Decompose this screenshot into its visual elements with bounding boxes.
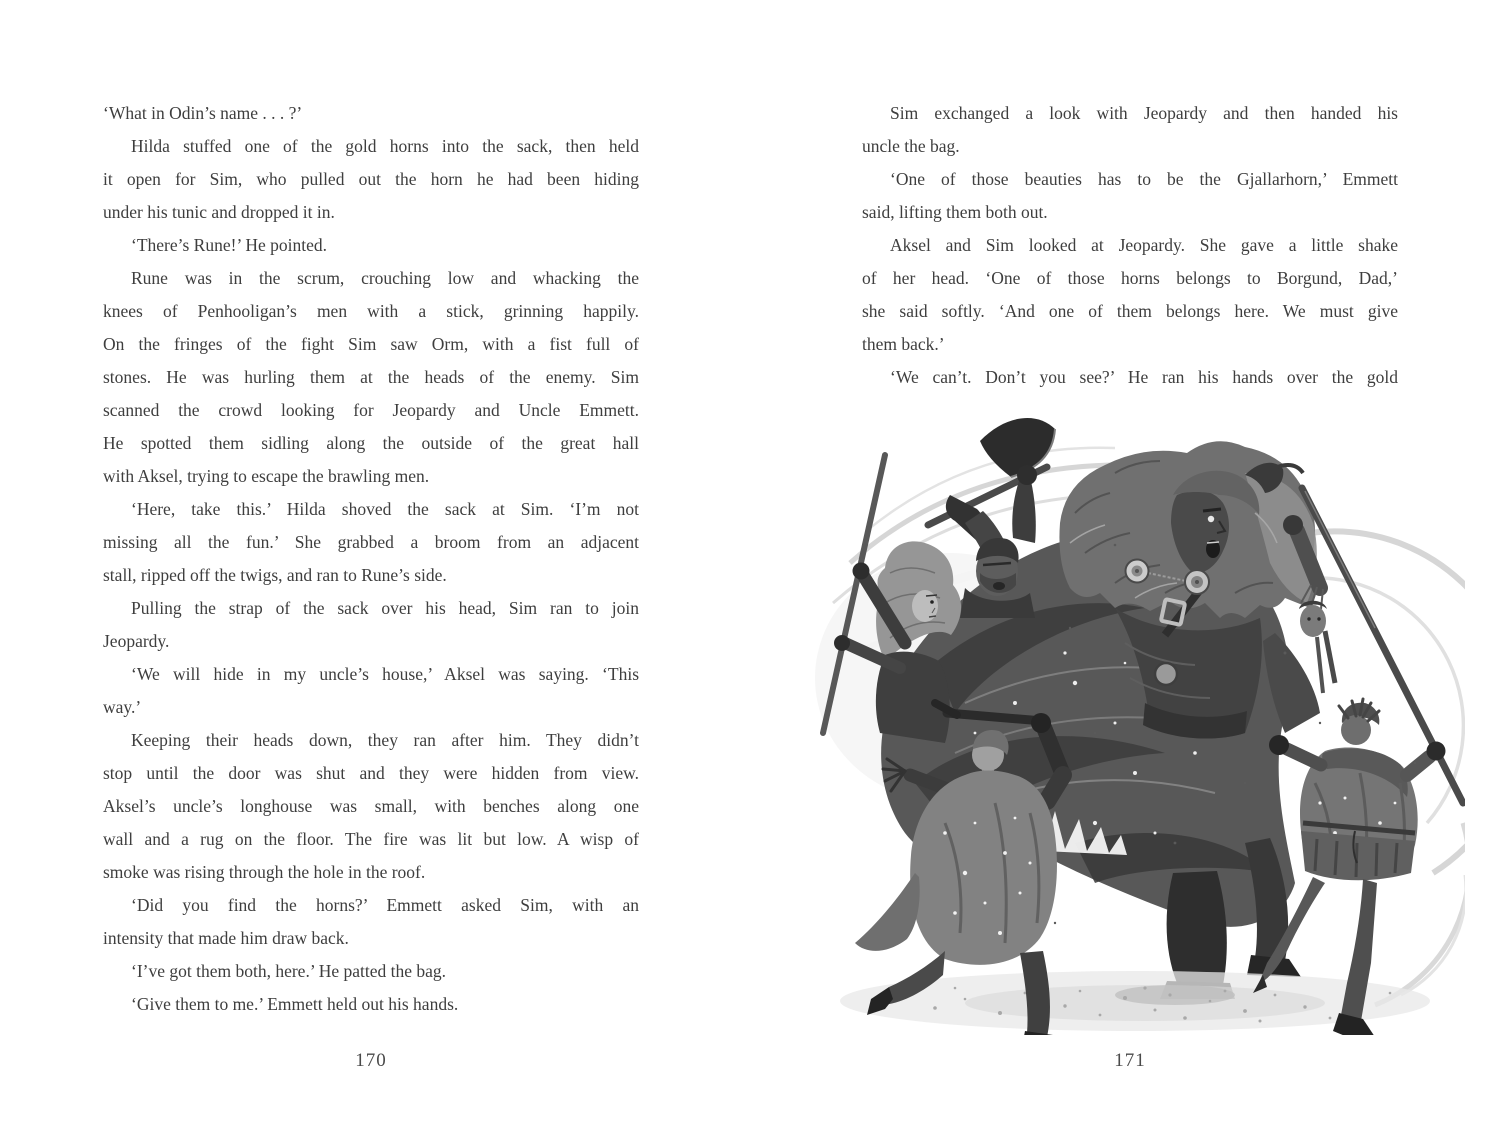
boy-cape: [910, 771, 1057, 965]
boy-fist: [1427, 742, 1446, 761]
text-line: scanned the crowd looking for Jeopardy and Uncle Emmett.: [103, 400, 639, 420]
text-line: stones. He was hurling them at the heads of the enemy. Sim: [103, 367, 639, 387]
text-line: ‘One of those beauties has to be the Gjallarhorn,’ Emmett: [890, 169, 1398, 189]
text-line: Aksel and Sim looked at Jeopardy. She gave a little shake: [890, 235, 1398, 255]
text-line: ‘What in Odin’s name . . . ?’: [103, 103, 303, 123]
text-line: stall, ripped off the twigs, and ran to Rune’s side.: [103, 565, 447, 585]
text-line: intensity that made him draw back.: [103, 928, 349, 948]
text-line: Pulling the strap of the sack over his head, Sim ran to join: [131, 598, 639, 618]
text-line: Jeopardy.: [103, 631, 170, 651]
paragraph: [103, 592, 639, 658]
right-page-number: 171: [1114, 1050, 1146, 1071]
text-line: said, lifting them both out.: [862, 202, 1048, 222]
right-page-text: [862, 97, 1398, 394]
paragraph: [103, 229, 639, 262]
paragraph: [103, 658, 639, 724]
paragraph: [103, 130, 639, 229]
text-line: Sim exchanged a look with Jeopardy and then handed his: [890, 103, 1398, 123]
text-line: ‘We can’t. Don’t you see?’ He ran his hands over the gold: [890, 367, 1398, 387]
text-line: ‘Here, take this.’ Hilda shoved the sack at Sim. ‘I’m not: [131, 499, 639, 519]
text-line: them back.’: [862, 334, 945, 354]
paragraph: [103, 493, 639, 592]
text-line: Rune was in the scrum, crouching low and whacking the: [131, 268, 639, 288]
battle-illustration-svg: [815, 403, 1465, 1035]
text-line: knees of Penhooligan’s men with a stick, grinning happily.: [103, 301, 639, 321]
paragraph: [103, 955, 639, 988]
paragraph: [862, 361, 1398, 394]
text-line: with Aksel, trying to escape the brawling men.: [103, 466, 430, 486]
text-line: ‘Did you find the horns?’ Emmett asked Sim, with an: [131, 895, 639, 915]
paragraph: [103, 262, 639, 493]
paragraph: [862, 97, 1398, 163]
paragraph: [862, 229, 1398, 361]
text-line: ‘Give them to me.’ Emmett held out his hands.: [131, 994, 459, 1014]
battle-illustration: [815, 403, 1465, 1035]
left-page-number: 170: [355, 1050, 387, 1071]
paragraph: [103, 97, 639, 130]
text-line: ‘I’ve got them both, here.’ He patted the bag.: [131, 961, 447, 981]
text-line: way.’: [103, 697, 142, 717]
text-line: under his tunic and dropped it in.: [103, 202, 335, 222]
text-line: He spotted them sidling along the outside of the great hall: [103, 433, 639, 453]
text-line: of her head. ‘One of those horns belongs to Borgund, Dad,’: [862, 268, 1398, 288]
paragraph: [103, 988, 639, 1021]
text-line: uncle the bag.: [862, 136, 960, 156]
paragraph: [103, 724, 639, 889]
text-line: Keeping their heads down, they ran after him. They didn’t: [131, 730, 639, 750]
left-page-text: [103, 97, 639, 1021]
text-line: she said softly. ‘And one of them belongs here. We must give: [862, 301, 1398, 321]
text-line: smoke was rising through the hole in the roof.: [103, 862, 426, 882]
text-line: stop until the door was shut and they were hidden from view.: [103, 763, 639, 783]
text-line: ‘We will hide in my uncle’s house,’ Aksel was saying. ‘This: [131, 664, 639, 684]
paragraph: [103, 889, 639, 955]
text-line: On the fringes of the fight Sim saw Orm, with a fist full of: [103, 334, 639, 354]
text-line: Aksel’s uncle’s longhouse was small, with benches along one: [103, 796, 639, 816]
paragraph: [862, 163, 1398, 229]
text-line: missing all the fun.’ She grabbed a broom from an adjacent: [103, 532, 639, 552]
text-line: wall and a rug on the floor. The fire was lit but low. A wisp of: [103, 829, 639, 849]
text-line: it open for Sim, who pulled out the horn he had been hiding: [103, 169, 639, 189]
text-line: ‘There’s Rune!’ He pointed.: [131, 235, 327, 255]
text-line: Hilda stuffed one of the gold horns into the sack, then held: [131, 136, 639, 156]
